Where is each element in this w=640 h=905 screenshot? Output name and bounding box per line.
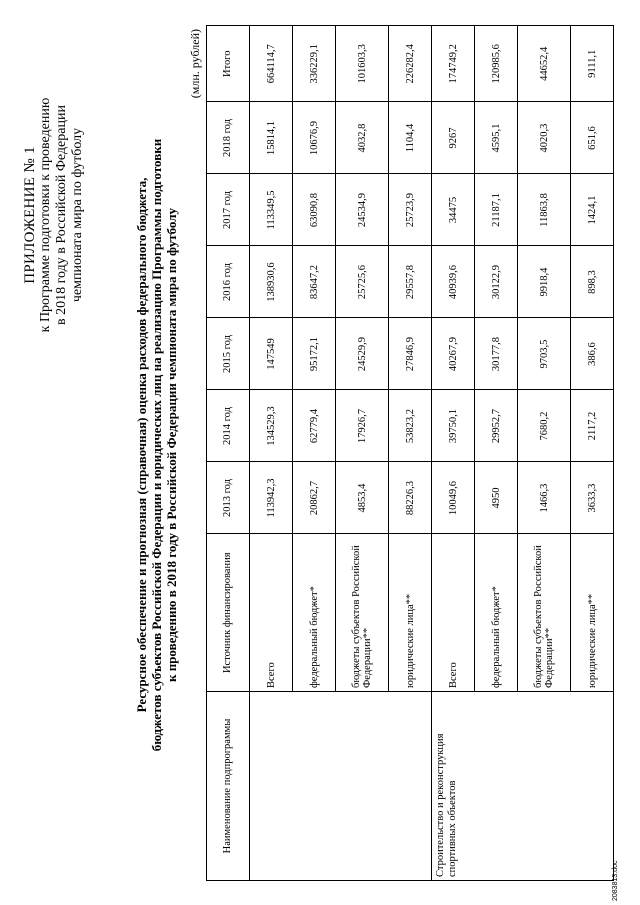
funding-source: Всего bbox=[250, 534, 293, 692]
value-cell: 4595,1 bbox=[475, 102, 518, 174]
header-year: 2013 год bbox=[207, 462, 250, 534]
appendix-line: в 2018 году в Российской Федерации bbox=[54, 105, 69, 325]
total-cell: 9111,1 bbox=[571, 26, 614, 103]
total-cell: 174749,2 bbox=[432, 26, 475, 103]
value-cell: 39750,1 bbox=[432, 390, 475, 462]
value-cell: 17926,7 bbox=[336, 390, 389, 462]
funding-source: юридические лица** bbox=[389, 534, 432, 692]
funding-source: бюджеты субъектов Российской Федерации** bbox=[336, 534, 389, 692]
value-cell: 25725,6 bbox=[336, 246, 389, 318]
appendix-line: к Программе подготовки к проведению bbox=[38, 97, 53, 333]
value-cell: 4020,3 bbox=[518, 102, 571, 174]
value-cell: 63090,8 bbox=[293, 174, 336, 246]
total-cell: 226282,4 bbox=[389, 26, 432, 103]
value-cell: 134529,3 bbox=[250, 390, 293, 462]
header-year: 2014 год bbox=[207, 390, 250, 462]
value-cell: 1424,1 bbox=[571, 174, 614, 246]
value-cell: 4950 bbox=[475, 462, 518, 534]
value-cell: 4853,4 bbox=[336, 462, 389, 534]
funding-source: федеральный бюджет* bbox=[475, 534, 518, 692]
title-line: бюджетов субъектов Российской Федерации и юридических лиц на реализацию Программы подготовки bbox=[149, 138, 164, 752]
total-cell: 664114,7 bbox=[250, 26, 293, 103]
header-year: 2016 год bbox=[207, 246, 250, 318]
value-cell: 10049,6 bbox=[432, 462, 475, 534]
value-cell: 40267,9 bbox=[432, 318, 475, 390]
value-cell: 34475 bbox=[432, 174, 475, 246]
table-row bbox=[250, 26, 293, 881]
title-line: Ресурсное обеспечение и прогнозная (справочная) оценка расходов федерального бюджета, bbox=[134, 177, 149, 713]
table-body bbox=[250, 26, 614, 881]
value-cell: 24529,9 bbox=[336, 318, 389, 390]
value-cell: 29557,8 bbox=[389, 246, 432, 318]
document-title bbox=[134, 135, 179, 755]
value-cell: 386,6 bbox=[571, 318, 614, 390]
value-cell: 4032,8 bbox=[336, 102, 389, 174]
table-row bbox=[432, 26, 475, 881]
value-cell: 95172,1 bbox=[293, 318, 336, 390]
value-cell: 898,3 bbox=[571, 246, 614, 318]
header-source: Источник финансирования bbox=[207, 534, 250, 692]
value-cell: 138930,6 bbox=[250, 246, 293, 318]
value-cell: 29952,7 bbox=[475, 390, 518, 462]
value-cell: 113349,5 bbox=[250, 174, 293, 246]
value-cell: 88226,3 bbox=[389, 462, 432, 534]
funding-source: Всего bbox=[432, 534, 475, 692]
value-cell: 24534,9 bbox=[336, 174, 389, 246]
appendix-block bbox=[22, 45, 86, 385]
value-cell: 651,6 bbox=[571, 102, 614, 174]
value-cell: 15814,1 bbox=[250, 102, 293, 174]
value-cell: 147549 bbox=[250, 318, 293, 390]
header-total: Итого bbox=[207, 26, 250, 103]
funding-table bbox=[206, 25, 614, 881]
units-label: (млн. рублей) bbox=[188, 29, 202, 99]
subprogram-name: Строительство и реконструкция спортивных объектов bbox=[432, 692, 614, 881]
value-cell: 7680,2 bbox=[518, 390, 571, 462]
value-cell: 1104,4 bbox=[389, 102, 432, 174]
appendix-title: ПРИЛОЖЕНИЕ № 1 bbox=[22, 146, 38, 284]
total-cell: 44652,4 bbox=[518, 26, 571, 103]
appendix-line: чемпионата мира по футболу bbox=[70, 127, 85, 303]
header-name: Наименование подпрограммы bbox=[207, 692, 250, 881]
subprogram-name bbox=[250, 692, 432, 881]
funding-source: бюджеты субъектов Российской Федерации** bbox=[518, 534, 571, 692]
value-cell: 10676,9 bbox=[293, 102, 336, 174]
header-year: 2018 год bbox=[207, 102, 250, 174]
value-cell: 25723,9 bbox=[389, 174, 432, 246]
total-cell: 336229,1 bbox=[293, 26, 336, 103]
value-cell: 20862,7 bbox=[293, 462, 336, 534]
doc-id: 2083813.doc bbox=[612, 860, 619, 901]
value-cell: 62779,4 bbox=[293, 390, 336, 462]
total-cell: 120985,6 bbox=[475, 26, 518, 103]
value-cell: 9703,5 bbox=[518, 318, 571, 390]
value-cell: 2117,2 bbox=[571, 390, 614, 462]
header-year: 2017 год bbox=[207, 174, 250, 246]
value-cell: 11863,8 bbox=[518, 174, 571, 246]
value-cell: 40939,6 bbox=[432, 246, 475, 318]
total-cell: 101603,3 bbox=[336, 26, 389, 103]
table-header-row bbox=[207, 26, 250, 881]
header-year: 2015 год bbox=[207, 318, 250, 390]
value-cell: 53823,2 bbox=[389, 390, 432, 462]
value-cell: 3633,3 bbox=[571, 462, 614, 534]
value-cell: 27846,9 bbox=[389, 318, 432, 390]
value-cell: 9267 bbox=[432, 102, 475, 174]
funding-source: юридические лица** bbox=[571, 534, 614, 692]
title-line: к проведению в 2018 году в Российской Федерации чемпионата мира по футболу bbox=[164, 207, 179, 683]
value-cell: 30122,9 bbox=[475, 246, 518, 318]
value-cell: 9918,4 bbox=[518, 246, 571, 318]
value-cell: 113942,3 bbox=[250, 462, 293, 534]
value-cell: 83647,2 bbox=[293, 246, 336, 318]
funding-source: федеральный бюджет* bbox=[293, 534, 336, 692]
value-cell: 1466,3 bbox=[518, 462, 571, 534]
value-cell: 30177,8 bbox=[475, 318, 518, 390]
value-cell: 21187,1 bbox=[475, 174, 518, 246]
